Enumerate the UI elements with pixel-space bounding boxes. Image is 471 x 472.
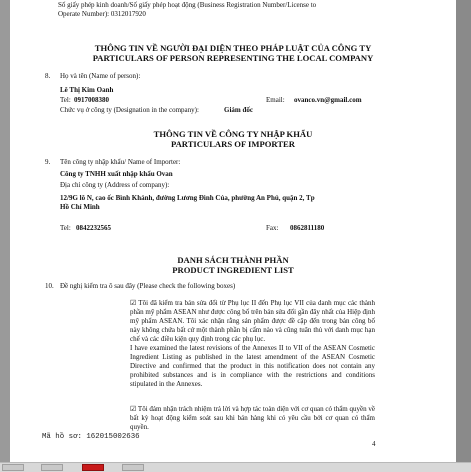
importer-heading-vi: THÔNG TIN VỀ CÔNG TY NHẬP KHẨU [153, 129, 313, 139]
fax-value: 0862811180 [290, 224, 325, 232]
tel-label: Tel: [60, 96, 71, 104]
item-8-number: 8. [45, 72, 51, 80]
item-9-label: Tên công ty nhập khẩu/ Name of Importer: [60, 158, 181, 166]
email-label: Email: [266, 96, 285, 104]
license-line-2: Operate Number): 0312017920 [58, 10, 146, 18]
item-10-label: Đề nghị kiểm tra ô sau đây (Please check the following boxes) [60, 282, 236, 290]
address-line-2: Hồ Chí Minh [60, 203, 100, 211]
taskbar-button-1[interactable] [2, 464, 24, 471]
person-heading-en: PARTICULARS OF PERSON REPRESENTING THE LOCAL COMPANY [92, 53, 374, 63]
record-number: Mã hồ sơ: 162015002636 [42, 433, 140, 441]
taskbar-button-2[interactable] [41, 464, 63, 471]
declaration-1-en: I have examined the latest revisions of the Annexes II to VII of the ASEAN Cosmetic Ingredient Listing as published in the latest amendment of the ASEAN Cosmetic Directive and confirmed that the product in this notification does not contain any prohibited substances and is in compliance with the restrictions and conditions stipulated in the Annexes. [130, 344, 375, 388]
item-9-number: 9. [45, 158, 51, 166]
address-label: Địa chỉ công ty (Address of company): [60, 181, 170, 189]
position-value: Giám đốc [224, 106, 253, 114]
ingredient-heading-vi: DANH SÁCH THÀNH PHẦN [177, 255, 289, 265]
pdf-reader-icon[interactable] [82, 464, 104, 471]
item-8-label: Họ và tên (Name of person): [60, 72, 141, 80]
fax-label: Fax: [266, 224, 279, 232]
person-heading-vi: THÔNG TIN VỀ NGƯỜI ĐẠI DIỆN THEO PHÁP LUẬT CỦA CÔNG TY [94, 43, 372, 53]
viewer-scrollbar[interactable] [456, 0, 471, 462]
address-line-1: 12/9G lô N, cao ốc Bình Khánh, đường Lương Đình Của, phường An Phú, quận 2, Tp [60, 194, 315, 202]
page-number: 4 [372, 440, 376, 448]
position-label: Chức vụ ở công ty (Designation in the company): [60, 106, 199, 114]
item-10-number: 10. [45, 282, 54, 290]
license-line-1: Số giấy phép kinh doanh/Số giấy phép hoạt động (Business Registration Number/License to [58, 1, 317, 9]
importer-heading-en: PARTICULARS OF IMPORTER [170, 139, 295, 149]
person-name: Lê Thị Kim Oanh [60, 86, 114, 94]
importer-name: Công ty TNHH xuất nhập khẩu Ovan [60, 170, 173, 178]
email-value: ovanco.vn@gmail.com [294, 96, 362, 104]
importer-tel-label: Tel: [60, 224, 71, 232]
declaration-1-vi: ☑ Tôi đã kiểm tra bản sửa đổi từ Phụ lục II đến Phụ lục VII của danh mục các thành phần mỹ phẩm ASEAN như được công bố trên bản sửa đổi gần đây nhất của Hiệp định mỹ phẩm ASEAN. Tôi xác nhận rằng sản phẩm được đề cập đến trong bản công bố này không chứa bất cứ một thành phần bị cấm nào và cũng tuân thủ với danh mục hạn chế và các điều kiện quy định trong các phụ lục. [130, 299, 375, 343]
importer-tel-value: 0842232565 [76, 224, 111, 232]
declaration-2-vi: ☑ Tôi đảm nhận trách nhiệm trả lời và hợp tác toàn diện với cơ quan có thẩm quyền về bất kỳ hoạt động kiểm soát sau khi bán hàng khi có yêu cầu bởi cơ quan có thẩm quyền. [130, 405, 375, 431]
tel-value: 0917008380 [74, 96, 109, 104]
document-page [10, 0, 456, 462]
ingredient-heading-en: PRODUCT INGREDIENT LIST [172, 265, 294, 275]
taskbar-button-4[interactable] [122, 464, 144, 471]
